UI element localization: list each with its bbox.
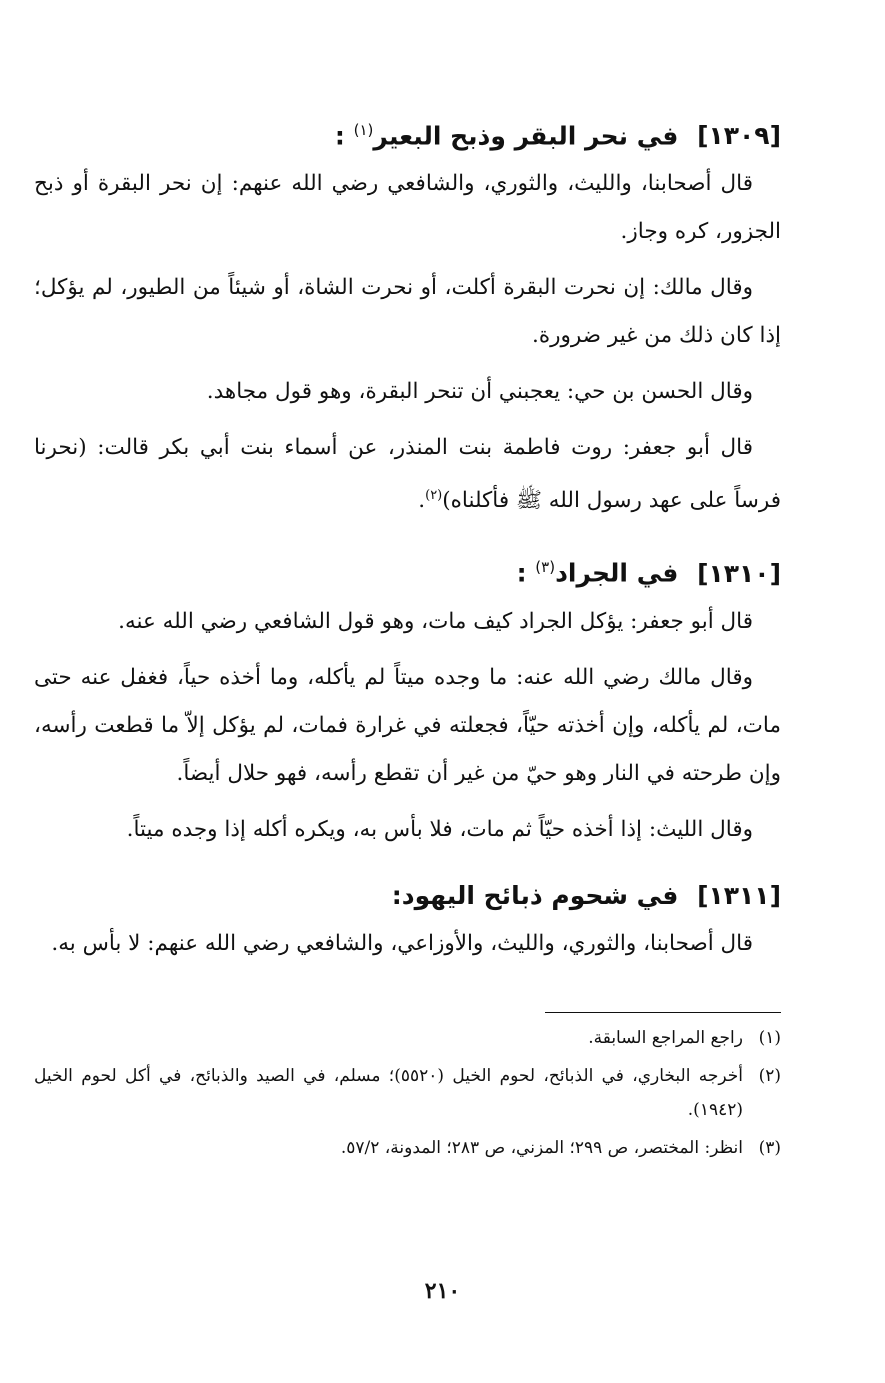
footnote-text: راجع المراجع السابقة. — [588, 1027, 743, 1048]
paragraph: قال أصحابنا، والليث، والثوري، والشافعي رضي الله عنهم: إن نحر البقرة أو ذبح الجزور، كره وجاز. — [34, 171, 781, 245]
paragraph: قال أصحابنا، والثوري، والليث، والأوزاعي، والشافعي رضي الله عنهم: لا بأس به. — [51, 930, 753, 956]
footnote-number: (٢) — [758, 1065, 781, 1086]
page-number: ٢١٠ — [424, 1278, 461, 1304]
paragraph: قال أبو جعفر: يؤكل الجراد كيف مات، وهو قول الشافعي رضي الله عنه. — [118, 608, 753, 634]
section-number: [١٣٠٩] — [697, 121, 781, 151]
paragraph-end: . — [418, 488, 426, 514]
paragraph-text: قال أبو جعفر: روت فاطمة بنت المنذر، عن أسماء بنت أبي بكر قالت: (نحرنا فرساً على عهد رسول الله ﷺ فأكلناه) — [34, 435, 781, 514]
section-title: في نحر البقر وذبح البعير — [373, 121, 679, 151]
section-title: في شحوم ذبائح اليهود: — [391, 880, 679, 910]
paragraph: وقال مالك رضي الله عنه: ما وجده ميتاً لم يأكله، وما أخذه حياً، فغفل عنه حتى مات، لم يأكله، وإن أخذته حيّاً، فجعلته في غرارة فمات، لم يؤكل إلاّ ما قطعت رأسه، وإن طرحته في النار وهو حيّ من غير أن تقطع رأسه، فهو حلال أيضاً. — [34, 664, 781, 786]
footnote-number: (١) — [758, 1027, 781, 1048]
footnote-number: (٣) — [758, 1137, 781, 1158]
footnote-2 — [34, 1059, 781, 1127]
footnote-3 — [34, 1131, 781, 1165]
section-number: [١٣١٠] — [697, 558, 781, 588]
section-heading-1310 — [34, 547, 781, 593]
footnotes — [34, 1021, 781, 1165]
section-heading-1311 — [34, 876, 781, 916]
footnote-text: انظر: المختصر، ص ٢٩٩؛ المزني، ص ٢٨٣؛ المدونة، ٥٧/٢. — [340, 1137, 743, 1158]
footnote-ref[interactable]: (٢) — [425, 488, 443, 504]
footnote-1 — [34, 1021, 781, 1055]
footnote-ref[interactable]: (١) — [353, 121, 374, 139]
footnote-ref[interactable]: (٣) — [535, 558, 556, 577]
paragraph-with-footnote — [34, 424, 781, 525]
section-heading-1309 — [34, 110, 781, 156]
paragraph: وقال مالك: إن نحرت البقرة أكلت، أو نحرت الشاة، أو شيئاً من الطيور، لم يؤكل؛ إذا كان ذلك من غير ضرورة. — [34, 275, 781, 349]
section-number: [١٣١١] — [697, 880, 781, 910]
paragraph: وقال الليث: إذا أخذه حيّاً ثم مات، فلا بأس به، ويكره أكله إذا وجده ميتاً. — [126, 816, 753, 842]
section-title: في الجراد — [555, 558, 679, 588]
heading-colon: : — [334, 121, 345, 151]
footnote-text: أخرجه البخاري، في الذبائح، لحوم الخيل (٥٥٢٠)؛ مسلم، في الصيد والذبائح، في أكل لحوم الخيل (١٩٤٢). — [34, 1065, 744, 1120]
heading-colon: : — [516, 558, 527, 588]
footnote-divider — [545, 1012, 781, 1013]
paragraph: وقال الحسن بن حي: يعجبني أن تنحر البقرة، وهو قول مجاهد. — [206, 379, 753, 405]
